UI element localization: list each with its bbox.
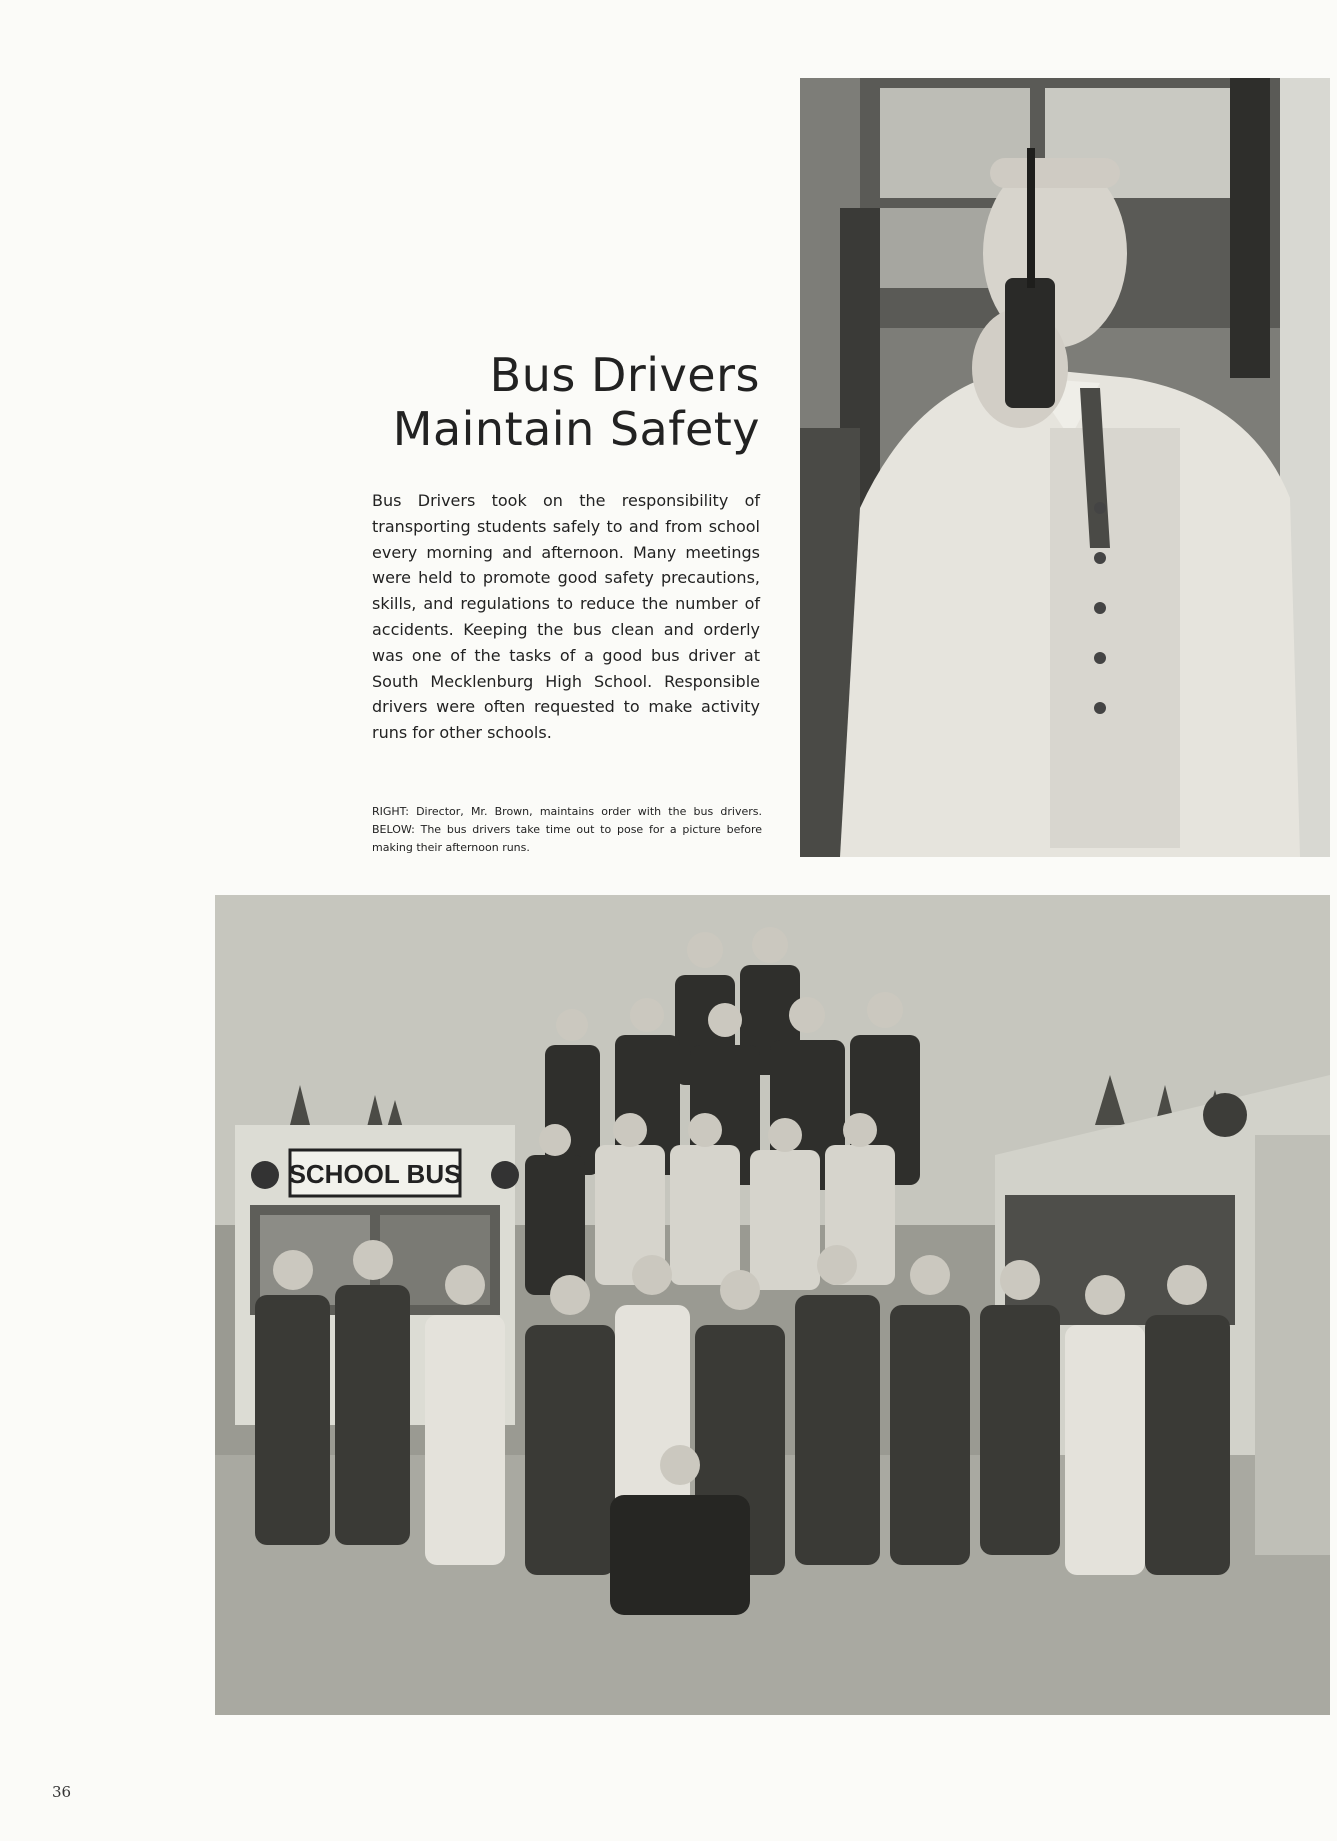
title-line-1: Bus Drivers — [489, 348, 760, 402]
article-body: Bus Drivers took on the responsibility of transporting students safely to and from school every morning and afternoon. Many meetings were held to promote good safety precautions, skills, and regulations to reduce the number of accidents. Keeping the bus clean and orderly was one of the tasks of a good bus driver at South Mecklenburg High School. Responsible drivers were often requested to make activity runs for other schools. — [372, 491, 760, 743]
group-photo-illustration — [215, 895, 1330, 1715]
page-number: 36 — [52, 1783, 72, 1801]
title-line-2: Maintain Safety — [392, 402, 760, 456]
article-title — [300, 348, 760, 456]
bus-sign-text: SCHOOL BUS — [288, 1159, 462, 1189]
photo-director — [800, 78, 1330, 857]
director-photo-illustration — [800, 78, 1330, 857]
photo-caption: RIGHT: Director, Mr. Brown, maintains order with the bus drivers. BELOW: The bus drivers take time out to pose for a picture before making their afternoon runs. — [372, 805, 762, 854]
photo-bus-drivers-group — [215, 895, 1330, 1715]
